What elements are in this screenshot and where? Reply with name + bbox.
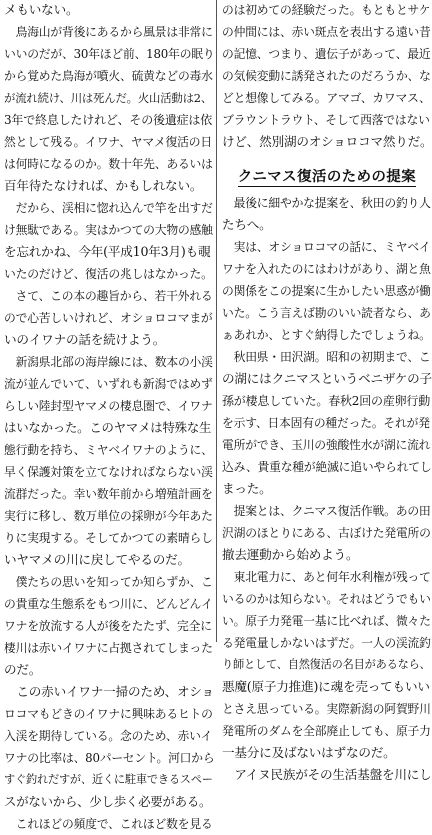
text-line: 態行動を持ち、ミヤベイワナのように、	[4, 443, 213, 457]
text-line: のは初めての経験だった。もともとサケ	[222, 3, 431, 17]
text-line: メもいない。	[4, 2, 79, 17]
text-line: 発電所のダムを全部廃止しても、原子力	[222, 724, 431, 738]
text-line: まった。	[222, 481, 272, 496]
text-line: 流群だった。幸い数年前から増殖計画を	[4, 487, 213, 501]
text-line: けど、然別湖のオショロコマ然りだ。	[222, 134, 432, 149]
text-line: 東北電力に、あと何年水利権が残って	[222, 570, 431, 584]
text-line: いいのだが、30年ほど前、180年の眠り	[4, 47, 215, 61]
text-line: らしい陸封型ヤマメの棲息圏で、イワナ	[4, 399, 213, 413]
text-line: どと想像してみる。アマゴ、カワマス、	[222, 91, 431, 105]
text-line: の記憶、つまり、遺伝子があって、最近	[222, 47, 431, 61]
text-line: のだ。	[4, 662, 42, 677]
text-line: 孫が棲息していた。春秋2回の産卵行動	[222, 394, 431, 408]
text-line: この赤いイワナ一掃のため、オショ	[4, 684, 214, 699]
text-line: 流が並んでいて、いずれも新潟ではめず	[4, 377, 213, 391]
text-line: は何時になるのか。数十年先、あるいは	[4, 157, 213, 171]
text-line: 込み、貴重な種が絶滅に追いやられてし	[222, 460, 432, 474]
text-line: を忘れかね、今年(平成10年3月)も覗	[4, 244, 211, 259]
text-line: ぁあれか、とすぐ納得したでしょうね。	[222, 328, 431, 342]
text-line: 提案とは、クニマス復活作戦。あの田	[222, 504, 431, 518]
text-line: だから、渓相に惚れ込んで竿を出すだ	[4, 201, 213, 215]
text-line: 電所ができ、玉川の強酸性水が湖に流れ	[222, 438, 431, 452]
text-line: ワナの比率は、80パーセント。河口から	[4, 751, 215, 765]
right-column-top-text	[222, 0, 432, 153]
text-line: を示す、日本固有の種だった。それが発	[222, 416, 430, 430]
right-column-body-text	[222, 192, 432, 786]
text-line: すぐ釣れだすが、近くに駐車できるスペー	[4, 773, 213, 786]
text-line: 実は、オショロコマの話に、ミヤベイ	[222, 240, 431, 254]
text-line: い。原子力発電一基に比べれば、微々た	[222, 614, 431, 628]
text-line: これほどの頻度で、これほど数を見る	[4, 817, 213, 831]
text-line: 沢湖のほとりにある、古ぼけた発電所の	[222, 526, 431, 540]
text-line: 実行に移し、数万単位の採卵が今年あた	[4, 509, 213, 523]
text-line: り師として、自然復活の名目があるなら、	[222, 658, 431, 671]
text-line: 百年待たなければ、かもしれない。	[4, 178, 203, 193]
text-line: 僕たちの思いを知ってか知らずか、こ	[4, 575, 213, 589]
text-line: 早く保護対策を立てなければならない渓	[4, 465, 213, 479]
text-line: アイヌ民族がその生活基盤を川にし	[222, 767, 432, 782]
text-line: 3年で終息したけれど、その後遺症は依	[4, 113, 213, 127]
text-line: 新潟県北部の海岸線には、数本の小渓	[4, 355, 213, 369]
section-heading-text: クニマス復活のための提案	[237, 169, 417, 185]
text-line: 一基分に及ばないはずなのだ。	[222, 745, 396, 760]
text-line: スがないから、少し歩く必要がある。	[4, 794, 212, 809]
text-line: さて、この本の趣旨から、若干外れる	[4, 289, 213, 303]
text-line: け無駄である。実はかつての大物の感触	[4, 223, 213, 237]
text-line: 入渓を期待している。念のため、赤いイ	[4, 729, 213, 743]
text-line: いたのだけど、復活の兆しはなかった。	[4, 267, 213, 281]
text-line: ブラウントラウト、そして西落ではない	[222, 113, 430, 127]
text-line: から覚めた鳥海が噴火、硫黄などの毒水	[4, 69, 213, 83]
text-line: 秋田県・田沢湖。昭和の初期まで、こ	[222, 350, 431, 364]
text-line: 棲川は赤いイワナに占拠されてしまった	[4, 641, 213, 655]
text-line: の気候変動に誘発されたのだろうか、な	[222, 69, 431, 83]
text-line: いた。こう言えば勘のいい読者なら、あ	[222, 306, 431, 320]
text-line: の仲間には、赤い斑点を表出する遠い昔	[222, 25, 431, 39]
text-line: ので心苦しいけれど、オショロコマまが	[4, 311, 213, 325]
text-line: 悪魔(原子力推進)に魂を売ってもいい	[222, 679, 430, 694]
text-line: 最後に細やかな提案を、秋田の釣り人	[222, 196, 431, 210]
text-line: ワナを放流する人が後をたたず、完全に	[4, 619, 212, 633]
text-line: ロコマもどきのイワナに興味あるヒトの	[4, 707, 213, 721]
text-line: いヤマメの川に戻してやるのだ。	[4, 552, 190, 567]
text-line: が流れ続け、川は死んだ。火山活動は2、	[4, 91, 213, 105]
text-line: の湖にはクニマスというベニザケの子	[222, 371, 432, 386]
text-line: ワナを入れたのにはわけがあり、湖と魚	[222, 262, 431, 276]
text-line: 撤去運動から始めよう。	[222, 547, 359, 562]
text-line: の貴重な生態系をもつ川に、どんどんイ	[4, 597, 213, 611]
column-divider	[216, 0, 217, 642]
text-line: いのイワナの話を続けよう。	[4, 332, 166, 347]
text-line: とさえ思っている。実際新潟の阿賀野川	[222, 702, 431, 716]
text-line: 鳥海山が背後にあるから風景は非常に	[4, 25, 213, 39]
text-line: たちへ。	[222, 217, 272, 232]
left-text-column	[4, 0, 215, 831]
text-line: いるのかは知らない。それはどうでもい	[222, 592, 431, 606]
right-text-column	[222, 0, 432, 782]
text-line: る発電量しかないはずだ。一人の渓流釣	[222, 636, 431, 650]
section-heading	[222, 153, 432, 193]
text-line: はいなかった。このヤマメは特殊な生	[4, 420, 212, 435]
text-line: りに実現する。そしてかつての素晴らし	[4, 531, 213, 545]
text-line: 然として残る。イワナ、ヤマメ復活の日	[4, 135, 212, 149]
text-line: の関係をこの提案に生かしたい思惑が働	[222, 284, 431, 298]
